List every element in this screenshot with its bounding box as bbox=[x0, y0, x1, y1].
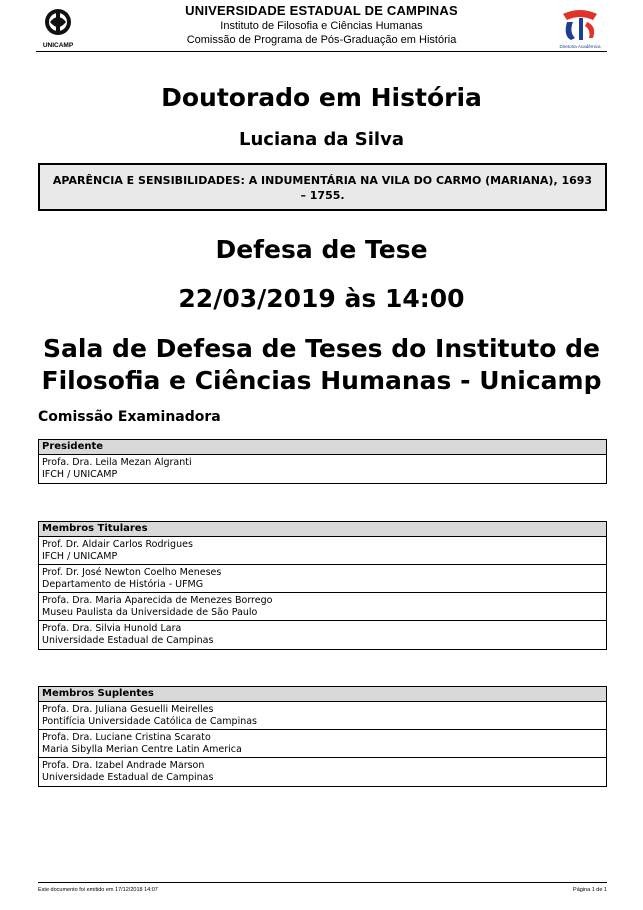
member-institution: Universidade Estadual de Campinas bbox=[42, 634, 214, 646]
committee-heading: Comissão Examinadora bbox=[38, 409, 221, 425]
event-type: Defesa de Tese bbox=[215, 235, 428, 264]
page-header bbox=[36, 0, 607, 52]
member-institution: Universidade Estadual de Campinas bbox=[42, 771, 214, 783]
member-institution: Pontifícia Universidade Católica de Campinas bbox=[42, 715, 257, 727]
member-name: Profa. Dra. Luciane Cristina Scarato bbox=[42, 732, 211, 743]
member-name: Profa. Dra. Maria Aparecida de Menezes Borrego bbox=[42, 595, 273, 606]
svg-text:UNICAMP: UNICAMP bbox=[42, 42, 74, 49]
commission-name: Comissão de Programa de Pós-Graduação em História bbox=[186, 34, 457, 46]
thesis-title-box bbox=[38, 163, 607, 211]
dac-logo bbox=[553, 8, 607, 50]
table-row bbox=[39, 455, 606, 483]
unicamp-logo bbox=[38, 8, 78, 50]
member-name: Profa. Dra. Silvia Hunold Lara bbox=[42, 623, 182, 634]
table-row bbox=[39, 730, 606, 758]
page-footer bbox=[38, 882, 607, 893]
event-datetime: 22/03/2019 às 14:00 bbox=[178, 284, 465, 313]
table-row bbox=[39, 593, 606, 621]
university-name: UNIVERSIDADE ESTADUAL DE CAMPINAS bbox=[185, 3, 458, 18]
titular-members-table bbox=[38, 521, 607, 650]
president-table bbox=[38, 439, 607, 484]
institute-name: Instituto de Filosofia e Ciências Humanas bbox=[220, 20, 423, 32]
page-number: Página 1 de 1 bbox=[573, 887, 607, 893]
svg-text:Diretoria Acadêmica: Diretoria Acadêmica bbox=[559, 44, 601, 49]
document-title: Doutorado em História bbox=[161, 83, 482, 112]
student-name: Luciana da Silva bbox=[239, 129, 404, 150]
table-row bbox=[39, 702, 606, 730]
member-institution: Maria Sibylla Merian Centre Latin America bbox=[42, 743, 242, 755]
table-row bbox=[39, 621, 606, 649]
member-institution: IFCH / UNICAMP bbox=[42, 550, 118, 562]
issue-date: Este documento foi emitido em 17/12/2018 14:07 bbox=[38, 887, 158, 893]
member-name: Profa. Dra. Izabel Andrade Marson bbox=[42, 760, 205, 771]
event-room: Sala de Defesa de Teses do Instituto de Filosofia e Ciências Humanas - Unicamp bbox=[41, 334, 602, 395]
thesis-title: APARÊNCIA E SENSIBILIDADES: A INDUMENTÁRIA NA VILA DO CARMO (MARIANA), 1693 – 1755. bbox=[52, 174, 593, 202]
member-institution: Museu Paulista da Universidade de São Paulo bbox=[42, 606, 258, 618]
member-institution: IFCH / UNICAMP bbox=[42, 468, 118, 480]
member-name: Prof. Dr. José Newton Coelho Meneses bbox=[42, 567, 222, 578]
table-heading: Membros Titulares bbox=[39, 522, 606, 537]
table-row bbox=[39, 537, 606, 565]
table-row bbox=[39, 565, 606, 593]
table-heading: Membros Suplentes bbox=[39, 687, 606, 702]
member-name: Prof. Dr. Aldair Carlos Rodrigues bbox=[42, 539, 193, 550]
member-name: Profa. Dra. Juliana Gesuelli Meirelles bbox=[42, 704, 214, 715]
member-name: Profa. Dra. Leila Mezan Algranti bbox=[42, 457, 192, 468]
table-row bbox=[39, 758, 606, 786]
table-heading: Presidente bbox=[39, 440, 606, 455]
member-institution: Departamento de História - UFMG bbox=[42, 578, 204, 590]
substitute-members-table bbox=[38, 686, 607, 787]
